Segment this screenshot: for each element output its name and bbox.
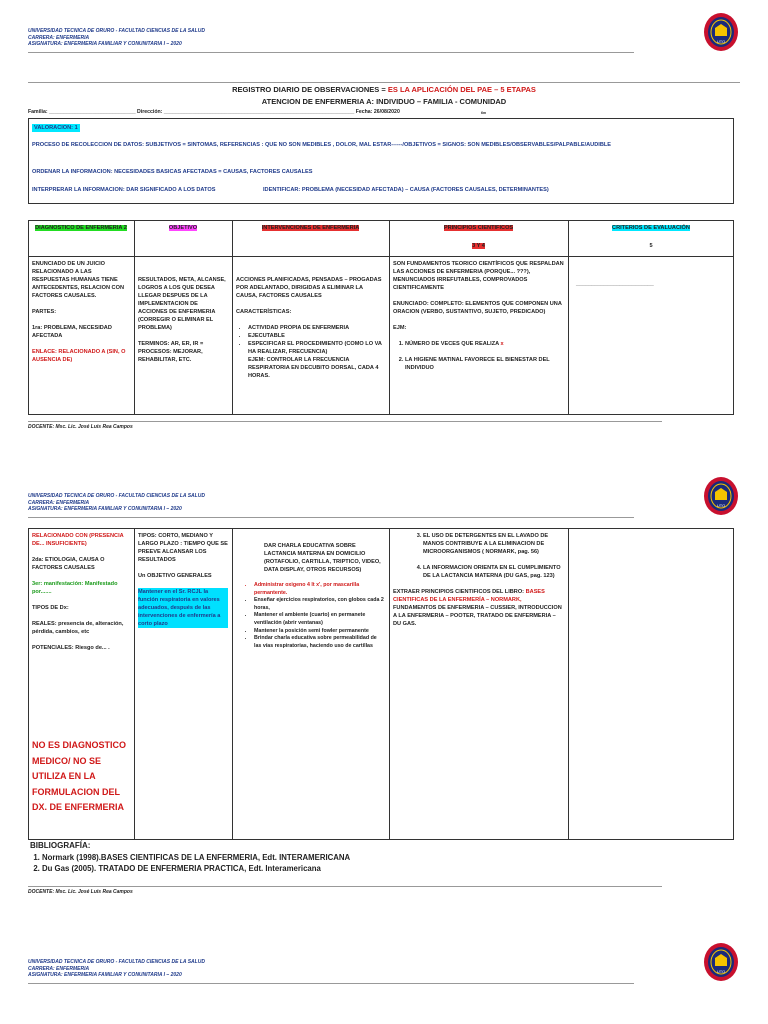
header-block-2: UNIVERSIDAD TECNICA DE ORURO - FACULTAD CIENCIAS DE LA SALUD CARRERA: ENFERMERIA ASIGNATURA: ENFERMERIA FAMILIAR Y CONUNITARIA I – 2020: [28, 493, 205, 512]
col-objetivo-header: OBJETIVO: [168, 225, 198, 231]
list-item: • Mantener el ambiente (cuarto) en permanete ventilación (abrir ventanas): [254, 612, 385, 627]
university-logo-3: [703, 942, 739, 982]
list-item: • Administrar oxigeno 4 lt x', por mascarilla permantente.: [254, 582, 385, 597]
small-mark: 6m: [481, 111, 487, 115]
cell-objetivo: RESULTADOS, META, ALCANSE, LOGROS A LOS QUE DESEA LLEGAR DESPUES DE LA IMPLEMENTACION DE ACCIONES DE ENFERMERIA (CORREGIR O ELIMINAR EL PROBLEMA) TERMINOS: AR, ER, IR = PROCESOS: MEJORAR, REHABILITAR, ETC.: [138, 277, 226, 363]
col-diagnostico-header: DIAGNOSTICO DE ENFERMERIA 2: [35, 225, 127, 231]
bibliography-list: [28, 852, 350, 874]
cell-diagnostico: ENUNCIADO DE UN JUICIO RELACIONADO A LAS RESPUESTAS HUMANAS TIENE ANTECEDENTES, RELACION CON FACTORES CAUSALES. PARTES: 1ra: PROBLEMA, NECESIDAD AFECTADA ENLACE: RELACIONADO A (SIN, O AUSENCIA DE): [32, 261, 126, 363]
intervenciones-list-2: [236, 582, 385, 650]
list-item: • Enseñar ejercicios respiratorios, con globos cada 2 horas,: [254, 597, 385, 612]
valoracion-p1: PROCESO DE RECOLECCION DE DATOS: SUBJETIVOS = SINTOMAS, REFERENCIAS : QUE NO SON MEDIBLES , DOLOR, MAL ESTAR------/OBJETIVOS = SIGNOS: SON MEDIBLES/OBSERVABLES/PALPABLE/AUDIBLE: [32, 142, 612, 148]
familia-line: Familia: ______________________________ Dirección: __________________________________________________________________ Fecha: 26/08/2020: [28, 109, 400, 115]
list-item: 3. EL USO DE DETERGENTES EN EL LAVADO DE MANOS CONTRIBUYE A LA ELIMINACION DE MICROORGANISMOS ( NORMARK, pag. 56): [423, 532, 564, 556]
university-logo-2: [703, 476, 739, 516]
cell-principios-2: [389, 530, 568, 630]
page-subtitle: ATENCION DE ENFERMERIA A: INDIVIDUO – FAMILIA - COMUNIDAD: [261, 97, 507, 106]
valoracion-label: VALORACION: 1: [34, 125, 78, 131]
col-principios-sub: 3 Y 4: [472, 243, 485, 249]
col-criterios-sub: 5: [649, 243, 653, 249]
list-item: • ESPECIFICAR EL PROCEDIMIENTO (COMO LO VA HA REALIZAR, FRECUENCIA): [248, 340, 385, 356]
bibliography-title: BIBLIOGRAFÍA:: [30, 841, 91, 850]
warning-note: NO ES DIAGNOSTICO MEDICO/ NO SE UTILIZA EN LA FORMULACION DEL DX. DE ENFERMERIA: [32, 740, 127, 812]
list-item: 1. NÚMERO DE VECES QUE REALIZA x: [405, 340, 564, 348]
footer-rule: [28, 421, 662, 422]
valoracion-p2: ORDENAR LA INFORMACION: NECESIDADES BASICAS AFECTADAS = CAUSAS, FACTORES CAUSALES: [32, 169, 313, 175]
intervenciones-list: [236, 324, 385, 356]
list-item: • Mantener la posición semi fowler permanente: [254, 628, 385, 636]
logo-text: UTO: [716, 39, 726, 44]
svg-text:UTO: UTO: [716, 969, 726, 974]
list-item: • EJECUTABLE: [248, 332, 385, 340]
page-title: [0, 84, 768, 95]
cell-intervenciones: ACCIONES PLANIFICADAS, PENSADAS – PROGADAS POR ADELANTADO, DIRIGIDAS A ELIMINAR LA CAUSA, FACTORES CAUSALES CARACTERÍSTICAS: • ACTIVIDAD PROPIA DE ENFERMERIA • EJECUTABLE • ESPECIFICAR EL PROCEDIMIENTO (COMO LO VA HA REALIZAR, FRECUENCIA) EJEM: CONTROLAR LA FRECUENCIA RESPIRATORIA EN DECUBITO DORSAL, CADA 4 HORAS.: [232, 274, 389, 382]
title-rule: [28, 82, 740, 83]
cell-intervenciones-2: DAR CHARLA EDUCATIVA SOBRE LACTANCIA MATERNA EN DOMICILIO (ROTAFOLIO, CARTILLA, TRIPTICO, VIDEO, DATA DISPLAY, OTROS RECURSOS) • Administrar oxigeno 4 lt x', por mascarilla permantente. • Enseñar ejercicios respiratorios, con globos cada 2 horas, • Mantener el ambiente (cuarto) en permanete ventilación (abrir ventanas) • Mantener la posición semi fowler permanente • Brindar charla educativa sobre permeabilidad de las vías respiratorias, haciendo uso de cartillas: [232, 540, 389, 652]
valoracion-p3a: INTERPRERAR LA INFORMACION: DAR SIGNIFICADO A LOS DATOS: [32, 187, 216, 193]
header-career: CARRERA: ENFERMERIA: [28, 34, 90, 41]
docente-footer-2: DOCENTE: Msc. Lic. José Luis Rea Campos: [28, 889, 133, 895]
cell-criterios: _________________________: [576, 281, 654, 287]
list-item: 4. LA INFORMACION ORIENTA EN EL CUMPLIMIENTO DE LA LACTANCIA MATERNA (DU GAS, pag. 123): [423, 564, 564, 580]
list-item: 2. LA HIGIENE MATINAL FAVORECE EL BIENESTAR DEL INDIVIDUO: [405, 356, 564, 372]
header-subject: ASIGNATURA: ENFERMERIA FAMILIAR Y CONUNITARIA I – 2020: [28, 41, 182, 47]
title-main: REGISTRO DIARIO DE OBSERVACIONES =: [232, 85, 388, 94]
principios-list: [393, 340, 564, 372]
svg-text:UTO: UTO: [716, 503, 726, 508]
header-block-3: UNIVERSIDAD TECNICA DE ORURO - FACULTAD CIENCIAS DE LA SALUD CARRERA: ENFERMERIA ASIGNATURA: ENFERMERIA FAMILIAR Y CONUNITARIA I – 2020: [28, 959, 205, 978]
header-rule: [28, 52, 634, 53]
list-item: 1. Normark (1998).BASES CIENTIFICAS DE LA ENFERMERIA, Edt. INTERAMERICANA: [42, 852, 350, 863]
list-item: • Brindar charla educativa sobre permeabilidad de las vías respiratorias, haciendo uso de cartillas: [254, 635, 385, 650]
col-intervenciones-header: INTERVENCIONES DE ENFERMERIA: [261, 225, 360, 231]
principios-list-2: [393, 532, 564, 580]
list-item: • ACTIVIDAD PROPIA DE ENFERMERIA: [248, 324, 385, 332]
valoracion-p3b: IDENTIFICAR: PROBLEMA (NECESIDAD AFECTADA) – CAUSA (FACTORES CAUSALES, DETERMINANTES): [263, 187, 549, 193]
cell-objetivo-2: TIPOS: CORTO, MEDIANO Y LARGO PLAZO : TIEMPO QUE SE PREEVE ALCANSAR LOS RESULTADOS Un OBJETIVO GENERALES Mantener en el Sr. RCJL la función respiratoria en valores adecuados, después de las intervenciones de enfermería a corto plazo: [138, 533, 228, 627]
cell-principios: SON FUNDAMENTOS TEORICO CIENTÍFICOS QUE RESPALDAN LAS ACCIONES DE ENFERMERIA (PORQUE... ???), MENUNCIADOS IRREFUTABLES, COMPROVADOS CIENTIFICAMENTE ENUNCIADO: COMPLETO: ELEMENTOS QUE COMPONEN UNA ORACION (VERBO, SUSTANTIVO, SUJETO, PREDICADO) EJM: 1. NÚMERO DE VECES QUE REALIZA x 2. LA HIGIENE MATINAL FAVORECE EL BIENESTAR DEL INDIVIDUO: [389, 258, 568, 374]
list-item: 2. Du Gas (2005). TRATADO DE ENFERMERIA PRACTICA, Edt. Interamericana: [42, 863, 350, 874]
cell-diagnostico-2: RELACIONADO CON (PRESENCIA DE... INSUFICIENTE) 2da: ETIOLOGIA, CAUSA O FACTORES CAUSALES 3er: manifestación: Manifestado por....... TIPOS DE Dx: REALES: presencia de, alteración, pérdida, cambios, etc POTENCIALES: Riesgo de... .: [32, 533, 124, 651]
col-criterios-header: CRITERIOS DE EVALUACIÓN: [612, 225, 690, 231]
header-block: [28, 28, 205, 48]
university-logo: [703, 12, 739, 52]
col-principios-header: PRINCIPIOS CIENTIFICOS: [443, 225, 514, 231]
extraer-note: EXTRAER PRINCIPIOS CIENTIFICOS DEL LIBRO: BASES CIENTIFICAS DE LA ENFERMERÍA – NORMARK, FUNDAMENTOS DE ENFERMERIA – CUSSIER, INTRODUCCION A LA ENFERMERIA – POOTER, TRATADO DE ENFERMERIA – DU GAS.: [393, 589, 562, 627]
docente-footer: DOCENTE: Msc. Lic. José Luis Rea Campos: [28, 424, 133, 430]
title-highlight: ES LA APLICACIÓN DEL PAE – 5 ETAPAS: [387, 85, 536, 94]
header-university: UNIVERSIDAD TECNICA DE ORURO - FACULTAD CIENCIAS DE LA SALUD: [28, 28, 205, 34]
